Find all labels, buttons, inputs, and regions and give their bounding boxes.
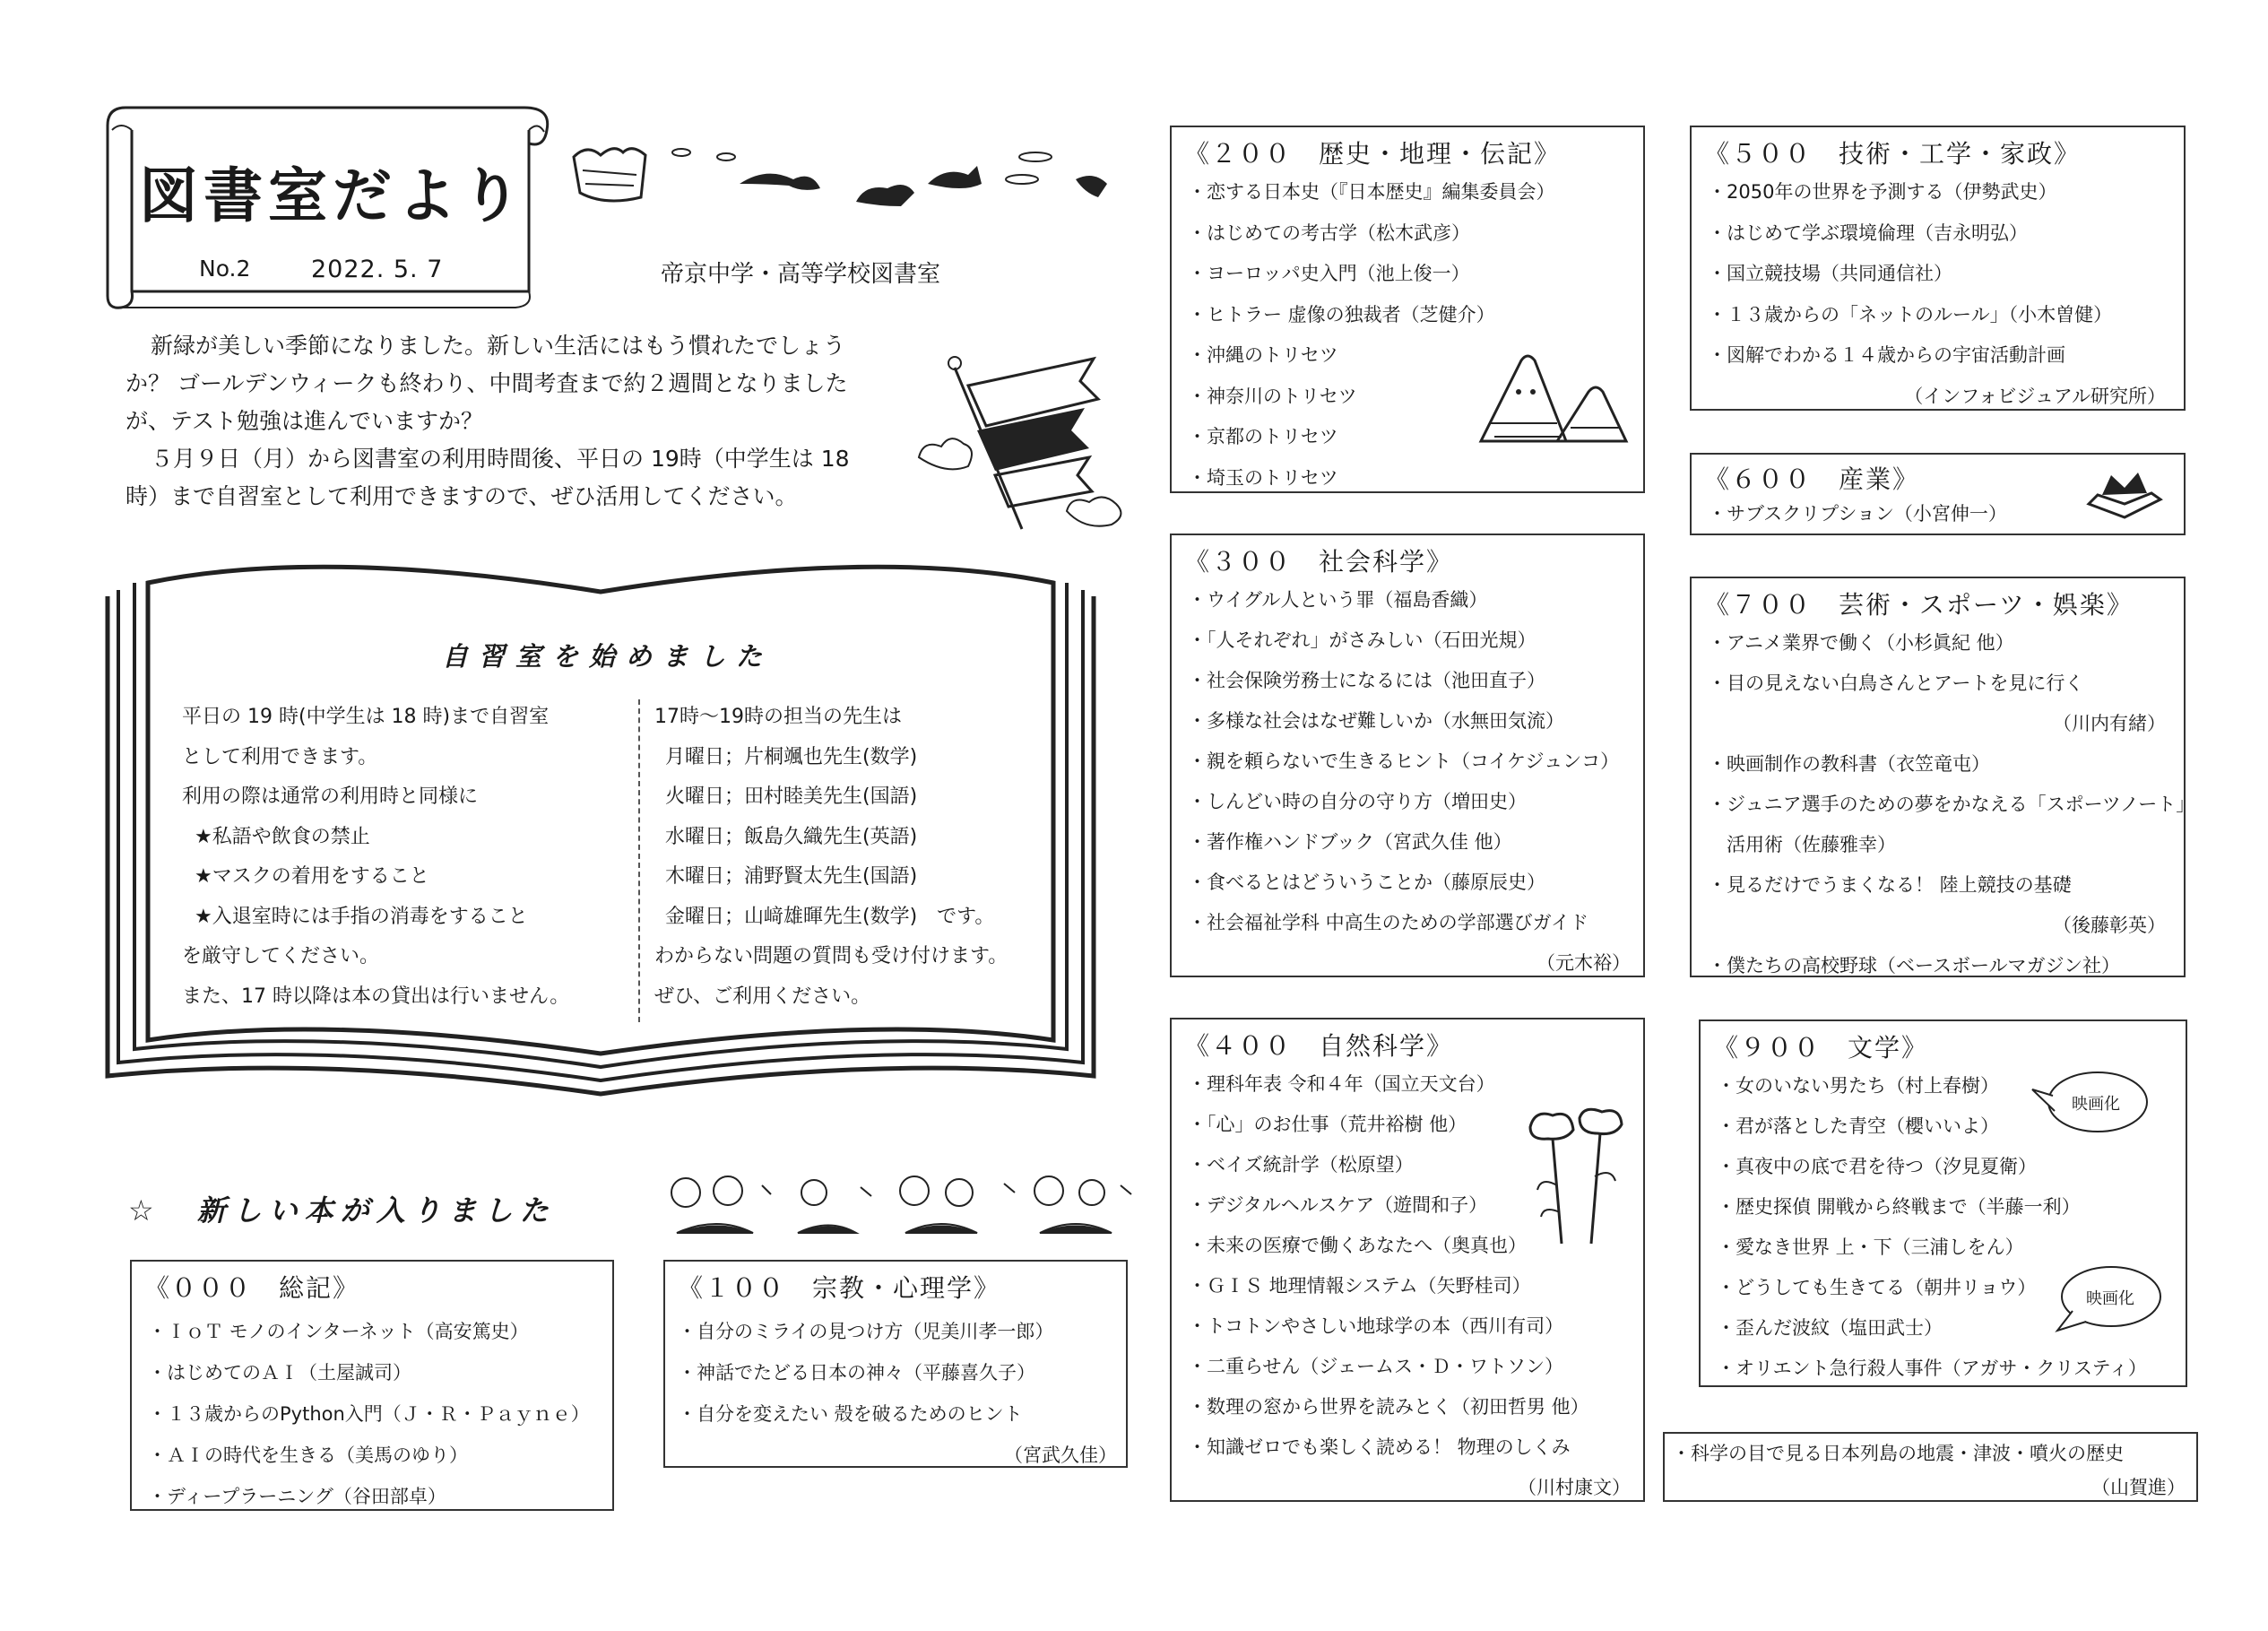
- new-books-heading: ☆ 新しい本が入りました: [128, 1193, 556, 1228]
- intro-line: ５月９日（月）から図書室の利用時間後、平日の 19時（中学生は 18: [151, 446, 850, 472]
- category-700-box: [1690, 577, 2195, 977]
- category-400-extra-box: [1663, 1432, 2198, 1502]
- category-200-box: [1170, 126, 1645, 493]
- category-400-box: [1170, 1018, 1645, 1502]
- category-100-box: [663, 1260, 1128, 1468]
- study-room-title: 自習室を始めました: [442, 641, 774, 672]
- book-author: （インフォビジュアル研究所）: [1904, 385, 2166, 407]
- rule-line: 利用の際は通常の利用時と同様に: [182, 785, 479, 808]
- intro-line: 時）まで自習室として利用できますので、ぜひ活用してください。: [126, 483, 798, 509]
- rule-line: 平日の 19 時(中学生は 18 時)まで自習室: [182, 706, 550, 728]
- book-item: ・映画制作の教科書（衣笠竜屯）: [1708, 753, 1990, 775]
- book-item: ・はじめてのＡＩ（土屋誠司）: [148, 1362, 411, 1384]
- category-100-title: 《１００ 宗教・心理学》: [678, 1273, 1001, 1303]
- intro-line: が、テスト勉強は進んでいますか？: [126, 408, 484, 434]
- book-item: ・女のいない男たち（村上春樹）: [1717, 1075, 1999, 1097]
- book-item: ・目の見えない白鳥さんとアートを見に行く: [1708, 672, 2084, 694]
- book-author: （元木裕）: [1537, 952, 1631, 974]
- book-item: ・神話でたどる日本の神々（平藤喜久子）: [678, 1362, 1035, 1384]
- book-item: ・どうしても生きてる（朝井リョウ）: [1717, 1277, 2037, 1298]
- carnation-illustration: [1521, 1105, 1633, 1248]
- teacher-line: 水曜日；飯島久織先生(英語): [665, 825, 918, 848]
- rule-line: ★私語や飲食の禁止: [195, 825, 370, 848]
- koinobori-illustration: [914, 332, 1134, 534]
- teacher-line: わからない問題の質問も受け付けます。: [654, 945, 1008, 967]
- book-item: ・真夜中の底で君を待つ（汐見夏衛）: [1717, 1156, 2037, 1177]
- category-900-title: 《９００ 文学》: [1713, 1033, 1929, 1063]
- dandelions-illustration: [663, 1166, 1138, 1242]
- school-name: 帝京中学・高等学校図書室: [661, 261, 941, 288]
- book-item: ・ディープラーニング（谷田部卓）: [148, 1486, 446, 1507]
- intro-line: 新緑が美しい季節になりました。新しい生活にはもう慣れたでしょう: [151, 333, 846, 359]
- issue-number: No.2: [199, 256, 251, 282]
- category-000-box: [130, 1260, 614, 1511]
- intro-paragraph: [126, 327, 905, 516]
- book-item: ・僕たちの高校野球（ベースボールマガジン社）: [1708, 955, 2121, 976]
- book-item: ・ジュニア選手のための夢をかなえる「スポーツノート」: [1708, 794, 2195, 815]
- category-600-box: [1690, 453, 2186, 535]
- category-300-box: [1170, 534, 1645, 977]
- newsletter-title: 図書室だより: [139, 161, 526, 230]
- book-item: ・アニメ業界で働く（小杉眞紀 他）: [1708, 632, 2014, 654]
- book-divider: [638, 699, 640, 1022]
- movie-adaptation-label: 映画化: [2072, 1095, 2120, 1114]
- book-item: ・親を頼らないで生きるヒント（コイケジュンコ）: [1188, 750, 1620, 772]
- movie-adaptation-label: 映画化: [2086, 1289, 2134, 1308]
- rule-line: ★マスクの着用をすること: [195, 865, 429, 888]
- teacher-line: ぜひ、ご利用ください。: [654, 985, 871, 1008]
- onigiri-illustration: [1472, 351, 1629, 450]
- book-item: ・ＧＩＳ 地理情報システム（矢野桂司）: [1188, 1275, 1531, 1297]
- category-300-title: 《３００ 社会科学》: [1184, 547, 1454, 577]
- book-item: ・科学の目で見る日本列島の地震・津波・噴火の歴史: [1672, 1443, 2124, 1464]
- book-author: （川内有緒）: [2053, 713, 2166, 734]
- category-700-title: 《７００ 芸術・スポーツ・娯楽》: [1704, 590, 2134, 620]
- category-400-title: 《４００ 自然科学》: [1184, 1031, 1454, 1061]
- book-item: ・理科年表 令和４年（国立天文台）: [1188, 1073, 1495, 1095]
- book-item: ・トコトンやさしい地球学の本（西川有司）: [1188, 1315, 1564, 1337]
- kabuto-illustration: [2084, 468, 2165, 522]
- book-item: ・愛なき世界 上・下（三浦しをん）: [1717, 1236, 2024, 1258]
- book-item: ・見るだけでうまくなる！ 陸上競技の基礎: [1708, 874, 2072, 896]
- rule-line: また、17 時以降は本の貸出は行いません。: [182, 985, 570, 1008]
- category-000-title: 《０００ 総記》: [144, 1273, 360, 1303]
- study-room-teachers: [654, 698, 1008, 1017]
- issue-date: 2022. 5. 7: [311, 256, 444, 283]
- teacher-line: 月曜日；片桐颯也先生(数学): [665, 745, 918, 768]
- category-600-title: 《６００ 産業》: [1704, 464, 1920, 494]
- book-author: （後藤彰英）: [2053, 915, 2166, 936]
- study-room-rules: [182, 698, 569, 1017]
- book-item: ・ヨーロッパ史入門（池上俊一）: [1188, 263, 1470, 284]
- book-item: ・未来の医療で働くあなたへ（奥真也）: [1188, 1235, 1527, 1256]
- category-200-title: 《２００ 歴史・地理・伝記》: [1184, 139, 1562, 169]
- rule-line: を厳守してください。: [182, 945, 380, 967]
- book-item: ・１３歳からのPython入門（Ｊ・Ｒ・Ｐａｙｎｅ）: [148, 1403, 590, 1425]
- book-item: ・二重らせん（ジェームス・Ｄ・ワトソン）: [1188, 1356, 1563, 1377]
- book-item: ・サブスクリプション（小宮伸一）: [1708, 503, 2007, 525]
- book-item: ・国立競技場（共同通信社）: [1708, 263, 1952, 284]
- book-item: ・京都のトリセツ: [1188, 426, 1338, 447]
- book-item: ・自分を変えたい 殻を破るためのヒント: [678, 1403, 1023, 1425]
- book-item: ・沖縄のトリセツ: [1188, 344, 1338, 366]
- book-item: ・はじめての考古学（松木武彦）: [1188, 221, 1470, 244]
- book-item: ・著作権ハンドブック（宮武久佳 他）: [1188, 831, 1512, 853]
- book-item: ・歴史探偵 開戦から終戦まで（半藤一利）: [1717, 1196, 2081, 1218]
- category-500-box: [1690, 126, 2186, 411]
- book-item: ・「人それぞれ」がさみしい（石田光規）: [1188, 629, 1537, 651]
- book-item: ・オリエント急行殺人事件（アガサ・クリスティ）: [1717, 1358, 2147, 1379]
- book-item: ・ＩｏＴ モノのインターネット（高安篤史）: [148, 1321, 529, 1342]
- book-item: ・知識ゼロでも楽しく読める！ 物理のしくみ: [1188, 1436, 1571, 1458]
- book-item: ・「心」のお仕事（荒井裕樹 他）: [1188, 1114, 1467, 1135]
- book-author: （川村康文）: [1518, 1477, 1631, 1498]
- teacher-line: 17時～19時の担当の先生は: [654, 706, 902, 728]
- book-item: ・埼玉のトリセツ: [1188, 466, 1338, 489]
- book-item: ・自分のミライの見つけ方（児美川孝一郎）: [678, 1321, 1054, 1342]
- book-item: ・１３歳からの「ネットのルール」（小木曽健）: [1708, 303, 2113, 325]
- book-item: ・社会保険労務士になるには（池田直子）: [1188, 670, 1545, 691]
- teacher-line: 火曜日；田村睦美先生(国語): [665, 785, 918, 808]
- book-item: ・数理の窓から世界を読みとく（初田哲男 他）: [1188, 1396, 1589, 1418]
- book-item: ・恋する日本史（『日本歴史』編集委員会）: [1188, 181, 1555, 203]
- rule-line: ★入退室時には手指の消毒をすること: [195, 905, 528, 928]
- book-item: ・ウイグル人という罪（福島香織）: [1188, 589, 1488, 611]
- book-item: ・歪んだ波紋（塩田武士）: [1717, 1317, 1943, 1339]
- book-item: ・君が落とした青空（櫻いいよ）: [1717, 1115, 1999, 1137]
- book-item: ・デジタルヘルスケア（遊間和子）: [1188, 1194, 1488, 1216]
- teacher-line: 金曜日；山﨑雄暉先生(数学) です。: [665, 905, 995, 928]
- book-item: ・図解でわかる１４歳からの宇宙活動計画: [1708, 344, 2065, 366]
- category-900-box: [1699, 1019, 2187, 1387]
- book-author: （宮武久佳）: [1004, 1444, 1117, 1466]
- book-item: ・はじめて学ぶ環境倫理（吉永明弘）: [1708, 221, 2028, 244]
- book-item: ・しんどい時の自分の守り方（増田史）: [1188, 791, 1527, 812]
- book-item: ・食べるとはどういうことか（藤原辰史）: [1188, 872, 1545, 893]
- book-item: ・神奈川のトリセツ: [1188, 385, 1357, 407]
- book-item: ・ベイズ統計学（松原望）: [1188, 1154, 1414, 1176]
- category-500-title: 《５００ 技術・工学・家政》: [1704, 139, 2082, 169]
- rule-line: として利用できます。: [182, 745, 378, 768]
- swallows-illustration: [569, 130, 1143, 229]
- book-item: ・2050年の世界を予測する（伊勢武史）: [1708, 181, 2057, 203]
- intro-line: か？ ゴールデンウィークも終わり、中間考査まで約２週間となりました: [126, 370, 848, 396]
- teacher-line: 木曜日；浦野賢太先生(国語): [665, 865, 918, 888]
- book-item: 活用術（佐藤雅幸）: [1708, 834, 1896, 855]
- book-item: ・社会福祉学科 中高生のための学部選びガイド: [1188, 912, 1589, 933]
- book-author: （山賀進）: [2091, 1477, 2186, 1498]
- book-item: ・ＡＩの時代を生きる（美馬のゆり）: [148, 1444, 468, 1466]
- book-item: ・ヒトラー 虚像の独裁者（芝健介）: [1188, 303, 1495, 325]
- book-item: ・多様な社会はなぜ難しいか（水無田気流）: [1188, 710, 1564, 732]
